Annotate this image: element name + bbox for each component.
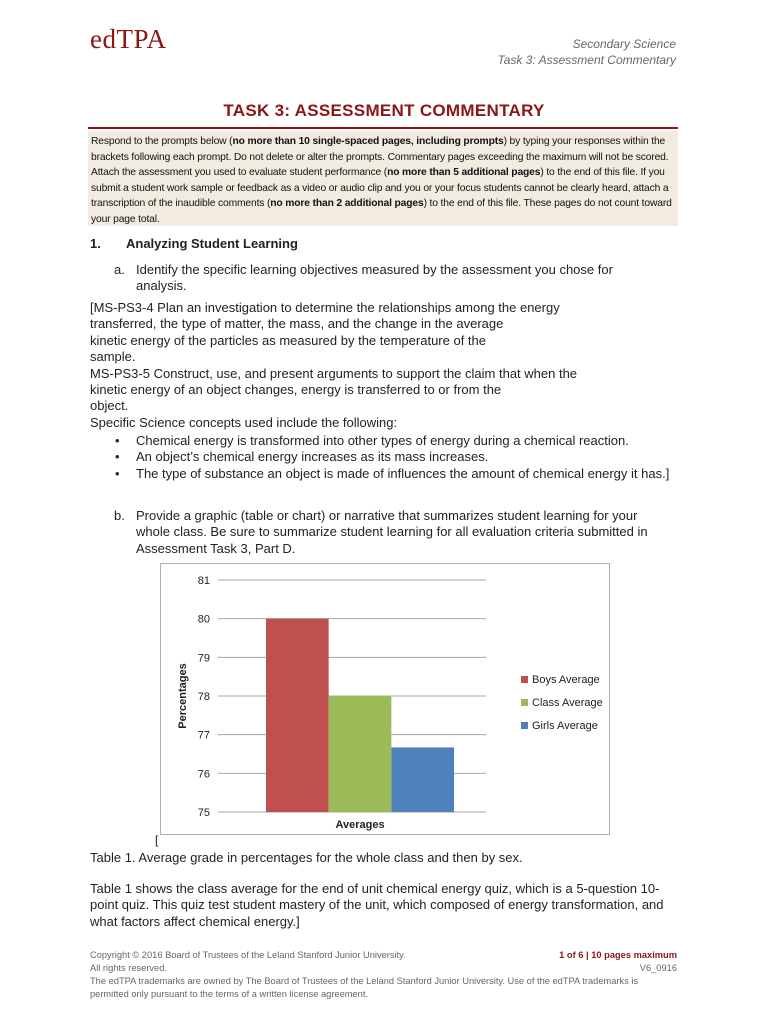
bar-girls-average [391,747,454,812]
response-a-line: [MS-PS3-4 Plan an investigation to determine the relationships among the energy [90,300,560,315]
trademark-text: The edTPA trademarks are owned by The Board of Trustees of the Leland Stanford Junior University. Use of the edTPA trademarks is [90,976,639,986]
bar-class-average [329,696,392,812]
instr-bold-2: no more than 5 additional pages [387,167,541,179]
response-a-line: sample. [90,349,136,365]
section-title: Analyzing Student Learning [126,236,298,251]
legend-swatch [521,722,528,729]
y-tick-label: 79 [197,652,210,665]
section-number: 1. [90,236,101,251]
copyright-text: Copyright © 2016 Board of Trustees of the Leland Stanford Junior University. [90,950,406,960]
instr-text-4: ) to the end of this file. These pages do not count toward your page total. [91,198,672,225]
response-a-line: MS-PS3-5 Construct, use, and present arguments to support the claim that when the [90,365,578,381]
bar-boys-average [266,619,329,812]
response-b[interactable]: Table 1 shows the class average for the end of unit chemical energy quiz, which is a 5-question 10-point quiz. This quiz test student mastery of the unit, which composed of energy transformation, and what factors affect chemical energy.] [90,881,664,929]
page-count: 1 of 6 | 10 pages maximum [559,950,677,960]
prompt-a-label: a. [114,262,125,277]
legend-swatch [521,676,528,683]
title-divider [88,127,678,129]
list-item: • The type of substance an object is made of influences the amount of chemical energy it has.] [112,466,682,482]
legend-swatch [521,699,528,706]
y-axis-label: Percentages [177,663,189,729]
list-item: • Chemical energy is transformed into other types of energy during a chemical reaction. [112,433,682,449]
y-tick-label: 75 [197,807,210,819]
rights-text: All rights reserved. [90,963,167,973]
prompt-a-text: Identify the specific learning objectives measured by the assessment you chose for analysis. [136,262,613,294]
concept-list [112,433,682,482]
averages-chart [160,563,610,835]
response-a-line: Specific Science concepts used include the following: [90,414,398,430]
response-a[interactable] [90,300,680,431]
y-tick-label: 78 [197,691,210,703]
y-tick-label: 81 [197,575,210,587]
list-item: • An object’s chemical energy increases as its mass increases. [112,449,682,465]
instr-bold-3: no more than 2 additional pages [270,198,424,210]
response-a-line: object. [90,398,129,414]
section-heading [90,236,680,252]
legend-label: Boys Average [532,674,600,686]
trademark-text-2: permitted only pursuant to the terms of a written license agreement. [90,989,369,999]
instr-text-1: Respond to the prompts below ( [91,136,233,147]
task-label: Task 3: Assessment Commentary [497,53,676,67]
y-tick-label: 80 [197,613,210,626]
instr-bold-1: no more than 10 single-spaced pages, including prompts [232,136,504,147]
prompt-b [114,508,674,557]
edtpa-logo: edTPA [90,24,167,54]
table-caption: Table 1. Average grade in percentages for the whole class and then by sex. [90,850,523,865]
response-a-line: kinetic energy of an object changes, energy is transferred to or from the [90,382,502,398]
response-a-line: transferred, the type of matter, the mass, and the change in the average [90,316,504,332]
y-tick-label: 77 [197,729,210,742]
open-bracket: [ [155,833,159,847]
prompt-a [114,262,674,295]
page-title: TASK 3: ASSESSMENT COMMENTARY [223,101,545,120]
instr-text-2: ) by typing your responses within the brackets following each prompt. Do not delete or alter the prompts. Commentary pages exceeding the maximum will not be scored. Attach the assessment you used to evaluate student performance ( [91,136,669,179]
prompt-b-text: Provide a graphic (table or chart) or narrative that summarizes student learning for your whole class. Be sure to summarize student learning for all evaluation criteria submitted in Assessment Task 3, Part D. [136,508,648,556]
x-axis-label: Averages [335,819,385,831]
response-a-line: kinetic energy of the particles as measured by the temperature of the [90,332,486,348]
y-tick-label: 76 [197,768,210,781]
instructions-box [88,131,678,226]
legend-label: Class Average [532,697,603,709]
header-info [497,36,676,68]
chart-canvas [161,564,611,836]
prompt-b-label: b. [114,508,125,523]
footer-page-info [559,949,677,975]
legend-label: Girls Average [532,720,598,732]
subject-label: Secondary Science [572,37,676,51]
version-label: V6_0916 [639,963,677,973]
instr-text-3: ) to the end of this file. If you submit a student work sample or feedback as a video or audio clip and you or your focus students cannot be clearly heard, attach a transcription of the inaudible comments ( [91,167,669,210]
